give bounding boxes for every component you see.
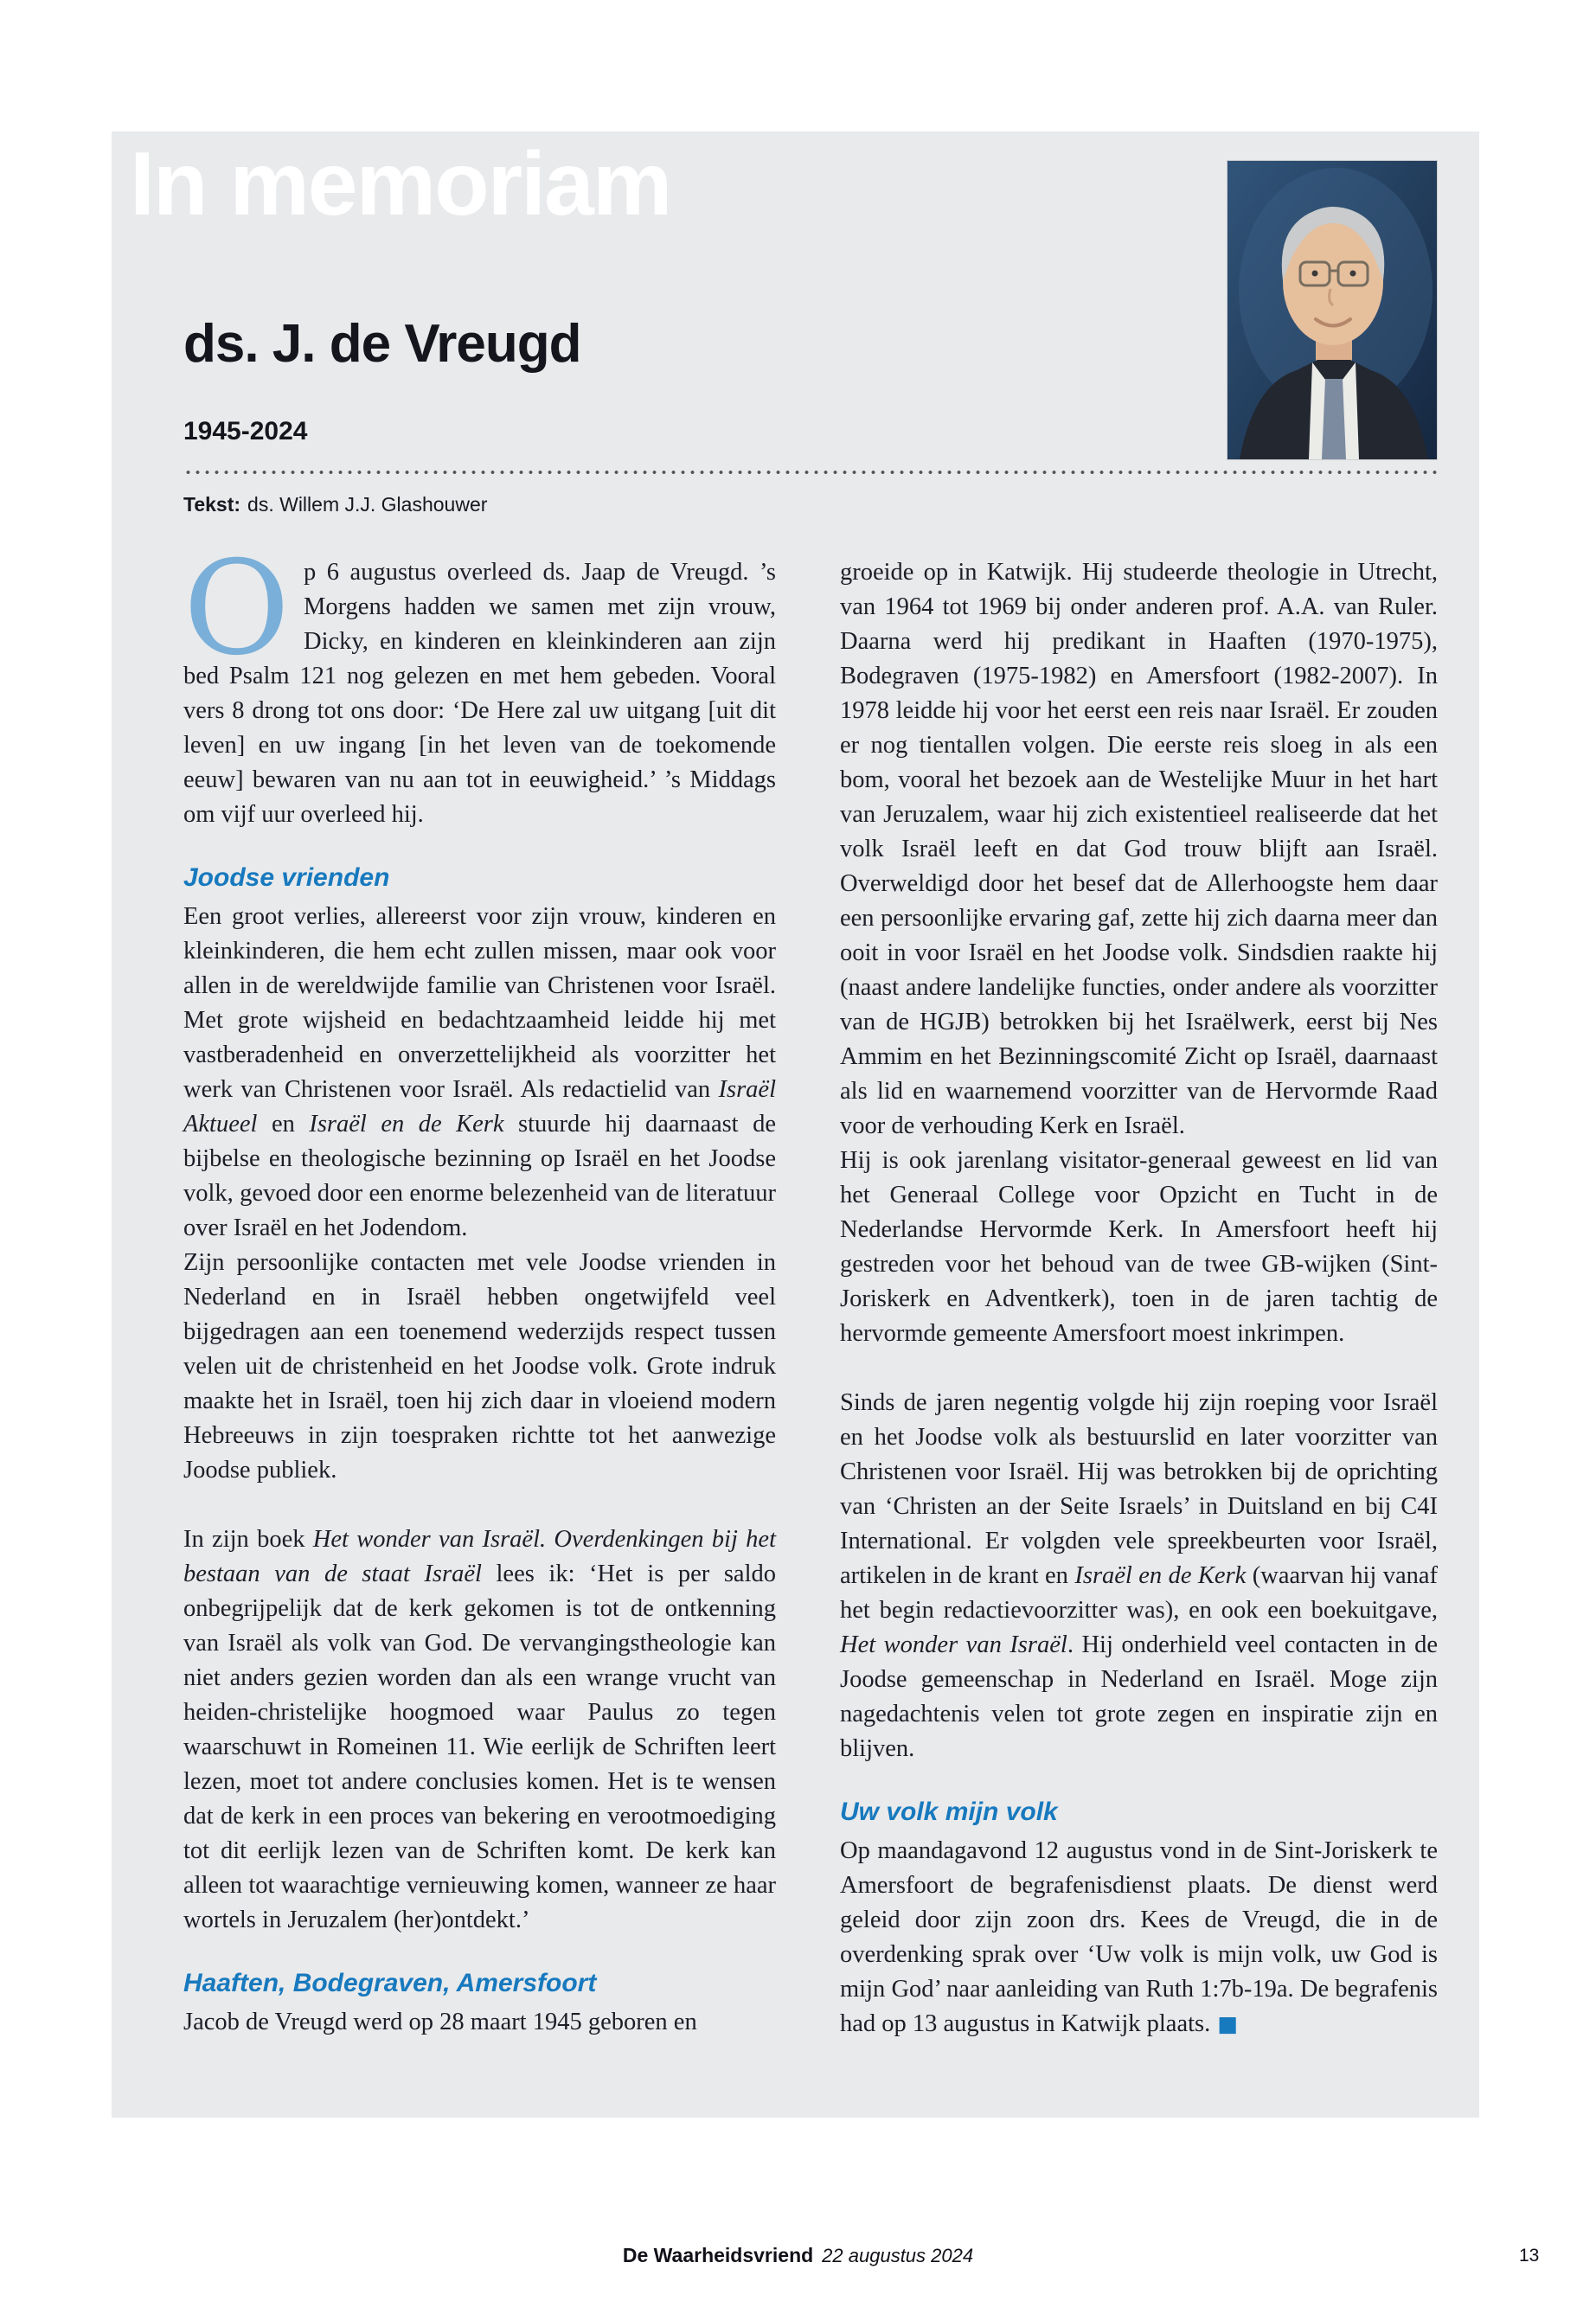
footer [0,2244,1596,2267]
body-paragraph: Zijn persoonlijke contacten met vele Joodse vrienden in Nederland en in Israël hebben ongetwijfeld veel bijgedragen aan een toenemend wederzijds respect tussen velen uit de christenheid en het Joodse volk. Grote indruk maakte het in Israël, toen hij zich daar in vloeiend modern Hebreeuws in zijn toespraken richtte tot het aanwezige Joodse publiek. [183,1249,776,1484]
byline [183,493,487,516]
portrait-illustration [1227,161,1437,459]
opening-paragraph: Op 6 augustus overleed ds. Jaap de Vreugd. ’s Morgens hadden we samen met zijn vrouw, Dicky, en kinderen en kleinkinderen aan zijn bed Psalm 121 nog gelezen en met hem gebeden. Vooral vers 8 drong tot ons door: ‘De Here zal uw uitgang [uit dit leven] en uw ingang [in het leven van de toekomende eeuw] bewaren van nu aan tot in eeuwigheid.’ ’s Middags om vijf uur overleed hij. [183,534,776,828]
body-paragraph: Op maandagavond 12 augustus vond in de Sint-Joriskerk te Amersfoort de begrafenisdienst plaats. De dienst werd geleid door zijn zoon drs. Kees de Vreugd, die in de overdenking sprak over ‘Uw volk is mijn volk, uw God is mijn God’ naar aanleiding van Ruth 1:7b-19a. De begrafenis had op 13 augustus in Katwijk plaats. ■ [840,1837,1438,2037]
page-title: In memoriam [130,134,671,234]
article-subtitle: ds. J. de Vreugd [183,314,581,374]
footer-magazine-title: De Waarheidsvriend [622,2244,814,2266]
body-paragraph: Een groot verlies, allereerst voor zijn vrouw, kinderen en kleinkinderen, die hem echt zullen missen, maar ook voor allen in de wereldwijde familie van Christenen voor Israël. Met grote wijsheid en bedachtzaamheid leidde hij met vastberadenheid en onverzettelijkheid als voorzitter het werk van Christenen voor Israël. Als redactielid van Israël Aktueel en Israël en de Kerk stuurde hij daarnaast de bijbelse en theologische bezinning op Israël en het Joodse volk, gevoed door een enorme belezenheid van de literatuur over Israël en het Jodendom. [183,903,776,1241]
byline-author: ds. Willem J.J. Glashouwer [247,493,488,516]
body-paragraph: In zijn boek Het wonder van Israël. Overdenkingen bij het bestaan van de staat Israël lees ik: ‘Het is per saldo onbegrijpelijk dat de kerk gekomen is tot de ontkenning van Israël als volk van God. De vervangingstheologie kan niet anders gezien worden dan als een wrange vrucht van heiden-christelijke hoogmoed waar Paulus zo tegen waarschuwt in Romeinen 11. Wie eerlijk de Schriften leert lezen, moet tot andere conclusies komen. Het is te wensen dat de kerk in een proces van bekering en verootmoediging tot dit eerlijk lezen van de Schriften komt. De kerk kan alleen tot waarachtige vernieuwing komen, wanneer ze haar wortels in Jeruzalem (her)ontdekt.’ [183,1526,776,1933]
article-end-mark-icon: ■ [1217,2011,1238,2036]
body-paragraph: Hij is ook jarenlang visitator-generaal geweest en lid van het Generaal College voor Opzicht en Tucht in de Nederlandse Hervormde Kerk. In Amersfoort heeft hij gestreden voor het behoud van de twee GB-wijken (Sint-Joriskerk en Adventkerk), toen in de jaren tachtig de hervormde gemeente Amersfoort moest inkrimpen. [840,1147,1438,1347]
section-heading: Joodse vrienden [183,863,390,892]
body-paragraph: Jacob de Vreugd werd op 28 maart 1945 geboren en [183,2009,697,2035]
left-column [183,534,776,2040]
footer-date: 22 augustus 2024 [822,2245,974,2266]
dotted-separator [183,470,1438,475]
body-paragraph: groeide op in Katwijk. Hij studeerde theologie in Utrecht, van 1964 tot 1969 bij onder anderen prof. A.A. van Ruler. Daarna werd hij predikant in Haaften (1970-1975), Bodegraven (1975-1982) en Amersfoort (1982-2007). In 1978 leidde hij voor het eerst een reis naar Israël. Er zouden er nog tientallen volgen. Die eerste reis sloeg in als een bom, vooral het bezoek aan de Westelijke Muur in het hart van Jeruzalem, waar hij zich existentieel realiseerde dat het volk Israël leeft en dat God trouw blijft aan Israël. Overweldigd door het besef dat de Allerhoogste hem daar een persoonlijke ervaring gaf, zette hij zich daarna meer dan ooit in voor Israël en het Joodse volk. Sindsdien raakte hij (naast andere landelijke functies, onder andere als voorzitter van de HGJB) betrokken bij het Israëlwerk, eerst bij Nes Ammim en het Bezinningscomité Zicht op Israël, daarnaast als lid en waarnemend voorzitter van de Hervormde Raad voor de verhouding Kerk en Israël. [840,559,1438,1139]
body-paragraph: Sinds de jaren negentig volgde hij zijn roeping voor Israël en het Joodse volk als bestuurslid en later voorzitter van Christenen voor Israël. Hij was betrokken bij de oprichting van ‘Christen an der Seite Israels’ in Duitsland en bij C4I International. Er volgden vele spreekbeurten voor Israël, artikelen in de krant en Israël en de Kerk (waarvan hij vanaf het begin redactievoorzitter was), en ook een boekuitgave, Het wonder van Israël. Hij onderhield veel contacten in de Joodse gemeenschap in Nederland en Israël. Moge zijn nagedachtenis velen tot grote zegen en inspiratie zijn en blijven. [840,1389,1438,1762]
byline-label: Tekst: [183,493,241,516]
drop-cap: O [183,534,290,684]
section-heading: Haaften, Bodegraven, Amersfoort [183,1969,597,1997]
years-range: 1945-2024 [183,417,308,445]
section-heading: Uw volk mijn volk [840,1798,1058,1826]
portrait-photo [1227,161,1437,459]
right-column [840,555,1438,2041]
footer-page-number: 13 [1519,2246,1540,2266]
